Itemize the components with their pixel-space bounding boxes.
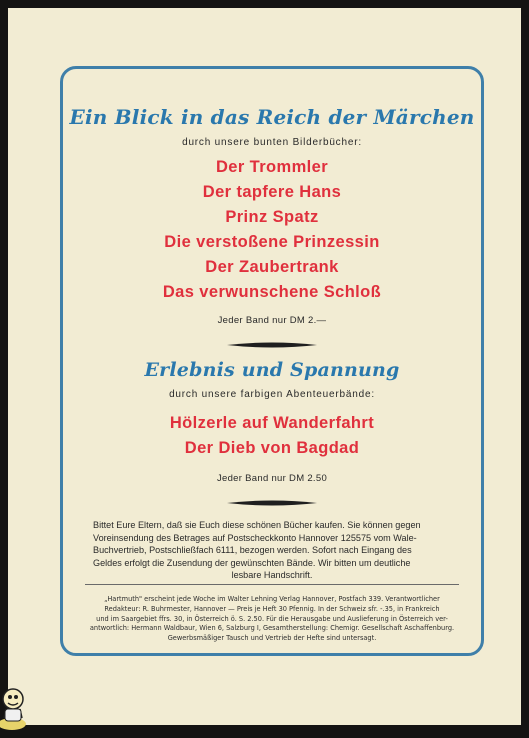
section2-price: Jeder Band nur DM 2.50	[216, 473, 328, 484]
section1-price: Jeder Band nur DM 2.—	[217, 315, 327, 326]
book-title: Hölzerle auf Wanderfahrt	[169, 414, 375, 432]
book-title: Der Zaubertrank	[205, 258, 339, 276]
imprint-line: und im Saargebiet ffrs. 30, in Österreich ö. S. 2.50. Für die Herausgabe und Auslieferung in Österreich ver-	[96, 614, 448, 623]
book-title: Der Dieb von Bagdad	[184, 439, 360, 457]
publisher-imprint	[85, 595, 459, 644]
book-title: Der tapfere Hans	[202, 183, 342, 201]
section1-subline: durch unsere bunten Bilderbücher:	[182, 137, 362, 148]
notice-line: Voreinsendung des Betrages auf Postscheckkonto Hannover 125575 vom Wale-	[93, 532, 417, 543]
section2-subline: durch unsere farbigen Abenteuerbände:	[169, 389, 375, 400]
mascot-sticker-icon	[0, 652, 60, 733]
notice-line: Buchvertrieb, Postschließfach 6111, bezogen werden. Sofort nach Eingang des	[93, 545, 412, 555]
section1-headline: Ein Blick in das Reich der Märchen	[69, 105, 475, 129]
notice-line: Geldes erfolgt die Zusendung der gewünschten Bände. Wir bitten um deutliche	[93, 557, 411, 568]
notice-line: Bittet Eure Eltern, daß sie Euch diese schönen Bücher kaufen. Sie können gegen	[93, 520, 421, 530]
notice-line: lesbare Handschrift.	[231, 570, 313, 580]
imprint-separator	[85, 584, 459, 585]
book-title: Der Trommler	[215, 158, 329, 176]
book-title: Die verstoßene Prinzessin	[164, 233, 380, 251]
ornamental-lens-divider-icon	[63, 335, 481, 341]
book-title: Das verwunschene Schloß	[162, 283, 382, 301]
imprint-line: Redakteur: R. Buhrmester, Hannover — Preis je Heft 30 Pfennig. In der Schweiz sfr. -.35, in Frankreich	[104, 604, 440, 613]
imprint-line: „Hartmuth" erscheint jede Woche im Walter Lehning Verlag Hannover, Postfach 339. Verantwortlicher	[104, 595, 440, 603]
back-cover-page	[8, 8, 521, 725]
book-title: Prinz Spatz	[225, 208, 319, 226]
content-frame	[60, 66, 484, 656]
ordering-notice	[93, 519, 451, 582]
ornamental-lens-divider-icon	[63, 493, 481, 499]
section2-headline: Erlebnis und Spannung	[144, 359, 400, 381]
imprint-line: Gewerbsmäßiger Tausch und Vertrieb der Hefte sind untersagt.	[167, 634, 377, 643]
imprint-line: antwortlich: Hermann Waldbaur, Wien 6, Salzburg I, Gesamtherstellung: Chemigr. Gesellschaft Aschaffenburg.	[89, 624, 455, 633]
